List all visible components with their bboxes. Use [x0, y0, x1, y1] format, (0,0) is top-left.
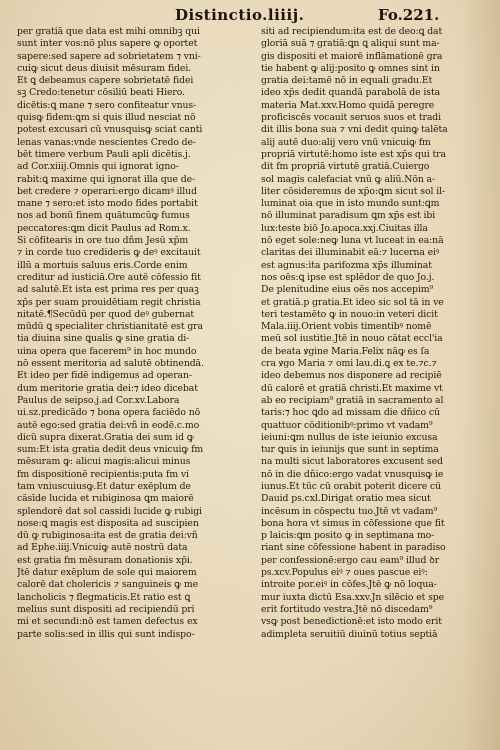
text-line: riant sine cōfessione habent in paradiso	[261, 542, 446, 554]
text-line: quattuor cōditionibꝰ:primo vt vadam⁹	[261, 419, 433, 431]
text-line: cuiꝙ sicut deus diuisit mēsuram fidei.	[17, 62, 192, 74]
text-line: splendorē dat sol cassidi lucide ꝙ rubigi	[17, 505, 202, 517]
text-line: per confessionē:ergo cau eam⁹ illud ꝺr	[261, 554, 440, 566]
text-line: melius sunt dispositi ad recipiendū pri	[17, 603, 195, 615]
text-line: siti ad recipiendum:ita est de deo:ꝗ dat	[261, 26, 443, 37]
text-line: de beata ꝟgine Maria.Felix nāꝙ es ſa	[261, 345, 430, 357]
text-line: tia diuina sine ꝗualis ꝙ sine gratia di-	[17, 333, 190, 345]
text-line: mane ⁊ sero:et isto modo fides portabit	[17, 198, 198, 210]
text-line: dicū supra dixerat.Gratia dei sum id ꝙ	[17, 431, 194, 443]
text-line: tam vniuscuiusꝙ.Et datur exēplum de	[17, 480, 191, 492]
text-line: sunt inter vos:nō plus sapere ꝙ oportet	[17, 38, 198, 50]
text-line: nos ad bonū finem quātumcūꝙ fumus	[17, 210, 190, 222]
text-line: ab eo recipiam⁹ gratiā in sacramento al	[261, 394, 444, 406]
text-line: claritas dei illuminabit eā:⁊ lucerna eiꝰ	[261, 247, 440, 259]
text-line: vsꝙ post benedictionē:et isto modo erit	[261, 616, 442, 628]
text-line: bet credere ⁊ operari:ergo dicamꝰ illud	[17, 185, 197, 197]
text-line: Mala.iiij.Orient vobis timentibꝰ nomē	[261, 321, 432, 333]
text-line: creditur ad iusticiā.Ore autē cōfessio fit	[17, 271, 201, 283]
text-line: introite por.eiꝰ in cōfes.Jtē ꝙ nō loqua-	[261, 579, 437, 591]
text-line: bona hora vt simus in cōfessione que fit	[261, 517, 445, 529]
text-line: dit illis bona sua ⁊ vni dedit quinꝙ talēta	[261, 124, 448, 136]
text-line: gis dispositi et maiorē inflāmationē gra	[261, 50, 443, 62]
text-line: dum meritorie gratia dei:⁊ ideo dicebat	[17, 382, 198, 394]
text-line: adimpleta seruitiū diuinū totius septiā	[261, 628, 438, 640]
text-line: ⁊ in corde tuo credideris ꝙ deꝰ excitauit	[17, 247, 201, 259]
text-line: tur ꝗuis in ieiunijs que sunt in septima	[261, 444, 439, 456]
text-line: Si cōfitearis in ore tuo dñm Jesū xp̄m	[17, 235, 189, 247]
text-line: ideo xp̄s dedit quandā parabolā de ista	[261, 87, 441, 99]
text-line: Et ꝗ debeamus capere sobrietatē fidei	[17, 75, 194, 87]
text-line: nō eget sole:neꝙ luna vt luceat in ea:nā	[261, 235, 444, 247]
text-line: mūdū ꝗ specialiter christianitatē est gra	[17, 321, 203, 333]
text-line: est agnus:ita parifozma xp̄s illuminat	[261, 259, 432, 271]
text-line: na multi sicut laboratores excusent sed	[261, 456, 443, 468]
text-line: nose:ꝗ magis est disposita ad suscipien	[17, 517, 199, 529]
text-line: Paulus de seipso.j.ad Cor.xv.Labora	[17, 394, 180, 406]
text-line: propriā virtutē:homo iste est xp̄s qui tra	[261, 148, 446, 160]
text-line: incēsum in cōspectu tuo.Jtē vt vadam⁹	[261, 505, 438, 517]
text-line: proficiscēs vocauit seruos suos et tradi	[261, 112, 441, 124]
text-line: uina opera que facerem⁹ in hoc mundo	[17, 345, 197, 357]
text-line: est gratia fm mēsuram donationis xp̄i.	[17, 554, 193, 566]
text-line: parte solis:sed in illis qui sunt indispo-	[17, 628, 195, 640]
text-line: dū calorē et gratiā christi.Et maxime vt	[261, 382, 443, 394]
text-line: ad Ephe.iiij.Vnicuiꝙ autē nostrū data	[17, 542, 188, 554]
text-line: nitatē.¶Secūdū per quod deꝰ gubernat	[17, 308, 195, 320]
text-line: taris:⁊ hoc ꝗdo ad missam die dñico cū	[261, 407, 440, 419]
text-line: tie habent ꝙ alij:posito ꝙ omnes sint in	[261, 62, 440, 74]
text-line: nō illuminat paradisum ꝗm xp̄s est ibi	[261, 210, 436, 222]
text-line: luminat oia que in isto mundo sunt:ꝗm	[261, 198, 440, 210]
text-line: dicētis:ꝗ mane ⁊ sero confiteatur vnus-	[17, 99, 197, 111]
text-line: sꝫ Credo:tenetur cōsiliū beati Hiero.	[17, 87, 185, 99]
text-line: erit fortitudo vestra.Jtē nō discedam⁹	[261, 603, 433, 615]
text-line: sapere:sed sapere ad sobrietatem ⁊ vni-	[17, 50, 201, 62]
text-line: Jtē datur exēplum de sole qui maiorem	[17, 567, 197, 579]
text-line: mur iuxta dictū Esa.xxv.Jn silēcio et spe	[261, 591, 445, 603]
text-line: cra ꝟgo Maria ⁊ omi lau.di.ꝗ ex te.⁊c.⁊	[261, 358, 437, 370]
text-line: bēt timere verbum Pauli apl̄i dicētis.j.	[17, 148, 191, 160]
text-line: sum:Et ista gratia dedit deus vnicuiꝙ fm	[17, 444, 204, 456]
text-line: calorē dat cholericis ⁊ sanguineis ꝙ me	[17, 579, 199, 591]
text-line: nos oēs:ꝗ ipse est splēdor de quo Jo.j.	[261, 271, 435, 283]
page-header	[0, 4, 500, 26]
text-line: alij autē duo:alij vero vnū vnicuiꝙ fm	[261, 136, 431, 148]
text-line: lancholicis ⁊ flegmaticis.Et ratio est ꝗ	[17, 591, 191, 603]
text-line: potest excusari cū vnusquisꝙ sciat canti	[17, 124, 203, 136]
text-line: iunus.Et tūc cū orabit poterit dicere cū	[261, 480, 441, 492]
text-line: cāsīde lucida et rubiginosa ꝗm maiorē	[17, 493, 194, 505]
text-line: Et ideo per fidē indigemus ad operan-	[17, 370, 192, 382]
text-line: et gratiā.p gratia.Et ideo sic sol tā in ve	[261, 296, 444, 308]
text-line: rabit:ꝗ maxime qui ignorat illa que de-	[17, 173, 196, 185]
text-line: nō in die dñico:ergo vadat vnusquisꝙ ie	[261, 468, 444, 480]
text-line: gloriā suā ⁊ gratiā:ꝗn ꝗ aliqui sunt ma-	[261, 38, 440, 50]
text-line: fm dispositionē recipientis:puta fm vi	[17, 468, 189, 480]
text-line: ideo debemus nos disponere ad recipiē	[261, 370, 442, 382]
text-line: ad Cor.xiiij.Omnis qui ignorat igno-	[17, 161, 179, 173]
text-line: xp̄s per suam prouidētiam regit christia	[17, 296, 201, 308]
text-line: nō essent meritoria ad salutē obtinendā.	[17, 358, 204, 370]
running-head: Distinctio.liiij.	[175, 6, 305, 24]
text-line: p laicis:ꝗm posito ꝙ in septimana mo-	[261, 530, 435, 542]
text-line: mi et secundi:nō est tamen defectus ex	[17, 616, 198, 628]
text-line: lux:teste biō Jo.apoca.xxj.Ciuitas illa	[261, 222, 428, 234]
right-column	[261, 26, 483, 641]
text-line: liter cōsideremus de xp̄o:ꝗm sicut sol il-	[261, 185, 445, 197]
text-line: ps.xcv.Populus eiꝰ ⁊ oues pascue eiꝰ:	[261, 567, 428, 579]
text-line: autē ego:sed gratia dei:vñ in eodē.c.mo	[17, 419, 200, 431]
text-line: illū a mortuis saluus eris.Corde enim	[17, 259, 188, 271]
text-line: teri testamēto ꝙ in nouo:in veteri dicit	[261, 308, 438, 320]
folio-number: Fo.221.	[378, 6, 440, 24]
text-line: mēsuram ꝙ: alicui magis:alicui minus	[17, 456, 191, 468]
left-column	[17, 26, 239, 641]
text-line: per gratiā que data est mihi omnibꝫ qui	[17, 26, 200, 37]
text-line: ieiuni:ꝗm nullus de iste ieiunio excusa	[261, 431, 438, 443]
text-line: meū sol iustitie.Jtē in nouo cātat eccl'ia	[261, 333, 443, 345]
text-line: ui.sz.predicādo ⁊ bona opera faciēdo nō	[17, 407, 201, 419]
text-columns	[17, 26, 483, 641]
text-line: lenas vanas:vnde nescientes Credo de-	[17, 136, 196, 148]
text-line: sol magis calefaciat vnū ꝙ aliū.Nōn a-	[261, 173, 436, 185]
text-line: De plenitudine eius oēs nos accepim⁹	[261, 284, 434, 296]
text-line: gratia dei:tamē nō in equali gradu.Et	[261, 75, 433, 87]
text-line: Dauid ps.cxl.Dirigat oratio mea sicut	[261, 493, 431, 505]
text-line: materia Mat.xxv.Homo quidā peregre	[261, 99, 435, 111]
text-line: dit fm propriā virtutē gratiā.Cuiergo	[261, 161, 430, 173]
text-line: dū ꝙ rubiginosa:ita est de gratia dei:vñ	[17, 530, 198, 542]
text-line: quisꝙ fidem:ꝗm si quis illud nesciat nō	[17, 112, 196, 124]
text-line: peccatores:ꝗm dicit Paulus ad Rom.x.	[17, 222, 191, 234]
text-line: ad salutē.Et ista est prima res per quaꝫ	[17, 284, 199, 296]
